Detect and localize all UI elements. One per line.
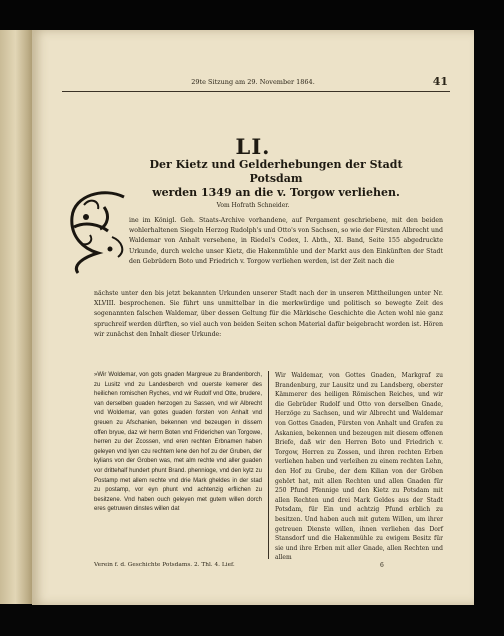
chapter-number: LI. (235, 134, 271, 159)
decorated-initial-e-icon (64, 187, 136, 275)
header-rule (62, 91, 450, 92)
author-line: Vom Hofrath Schneider. (216, 202, 290, 209)
scan-background (0, 0, 504, 30)
intro-paragraph-indented: ine im Königl. Geh. Staats-Archive vorhandene, auf Pergament geschriebene, mit den beiden wohlerhaltenen Siegeln Herzog Rudolph's und Otto's von Sachsen, so wie der Fürsten Albrecht und Waldemar von Anhalt versehene, in Riedel's Codex, I. Abth., XI. Band, Seite 155 abgedruckte Urkunde, durch welche unser Kietz, die Hakenmühle und der Markt aus den Einkünften der Stadt den Gebrüdern Boto und Friedrich v. Torgow verliehen werden, ist der Zeit nach die (129, 217, 443, 265)
page-number: 41 (432, 75, 448, 88)
article-title (126, 158, 426, 200)
column-divider (268, 371, 269, 559)
footnote-line: Verein f. d. Geschichte Potsdams. 2. Thl. 4. Lief. (94, 562, 235, 568)
book-spine (0, 30, 34, 604)
translated-charter-text: Wir Waldemar, von Gottes Gnaden, Markgraf zu Brandenburg, zur Lausitz und zu Landsberg, oberster Kämmerer des heiligen Römischen Reiches, und wir die Gebrüder Rudolf und Otto von derselben Gnade, Herzöge zu Sachsen, und wir Albrecht und Waldemar von Gottes Gnaden, Fürsten von Anhalt und Grafen zu Askanien, bekennen und bezeugen mit diesem offenen Briefe, daß wir den Herren Boto und Friedrich v. Torgow, Herren zu Zossen, und ihren rechten Erben verliehen haben und verleihen zu einem rechten Lehn, den Hof zu Grube, der dem Kilian von der Gröben gehört hat, mit allen Rechten und allen Gnaden für 250 Pfund Pfennige und den Kietz zu Potsdam mit allen Rechten und drei Mark Geldes aus der Stadt Potsdam, für Ein und achtzig Pfund erblich zu besitzen. Und haben auch mit gutem Willen, um ihrer getreuen Dienste willen, ihnen verliehen das Dorf Stansdorf und die Hakenmühle zu ewigem Besitz für sie und ihre Erben mit aller Gnade, allen Rechten und allem (275, 372, 443, 562)
title-line-2: werden 1349 an die v. Torgow verliehen. (152, 186, 400, 199)
book-page (32, 30, 474, 605)
running-title: 29te Sitzung am 29. November 1864. (191, 78, 315, 86)
signature-mark: 6 (380, 562, 384, 569)
intro-paragraph: nächste unter den bis jetzt bekannten Urkunden unserer Stadt nach der in unseren Mittheilungen unter Nr. XLVIII. besprochenen. Sie führt uns unmittelbar in die merkwürdige und politisch so bewegte Zeit des sogenannten falschen Waldemar, über dessen Geltung für die Märkische Geschichte die Acten wohl nie ganz spruchreif werden dürften, so viel auch von beiden Seiten schon Material dafür beigebracht worden ist. Hören wir zunächst den Inhalt dieser Urkunde: (94, 290, 443, 338)
two-column-text (94, 371, 443, 561)
original-charter-text: »Wir Woldemar, von gots gnaden Margreue zu Brandenborch, zu Lusitz vnd zu Landesberch vnd ouerste kemerer des heilichen romischen Ryches, vnd wir Rudolf vnd Otte, brudere, van derselben guaden herzogen zu Sassen, vnd wir Albrecht vnd Woldemar, van gotes guaden forsten von Anhalt vnd greuen zu Afschanien, bekennen vnd bezeugen in dissem offen bryue, daz wir herrn Boten vnd Friderichen van Torgowe, herren zu der Zcossen, vnd eren rechten Erbnamen haben geleyen vnd lyen czu rechtem lene den hof zu der Gruben, der kylians von der Groben was, met alm rechte vnd aller guaden vor drittehalf hundert phunt Brand. phennioge, vnd den kytz zu Postamp met allem rechte vnd drie Mark gheldes in der stad zu postamp, vor eyn phunt vnd achtenzig erflichen zu besitzene. Vnd haben ouch geleyen met gutem willen dorch eres getruwen dinstes willen dat (94, 372, 262, 513)
title-line-1: Der Kietz und Gelderhebungen der Stadt Potsdam (149, 158, 403, 185)
